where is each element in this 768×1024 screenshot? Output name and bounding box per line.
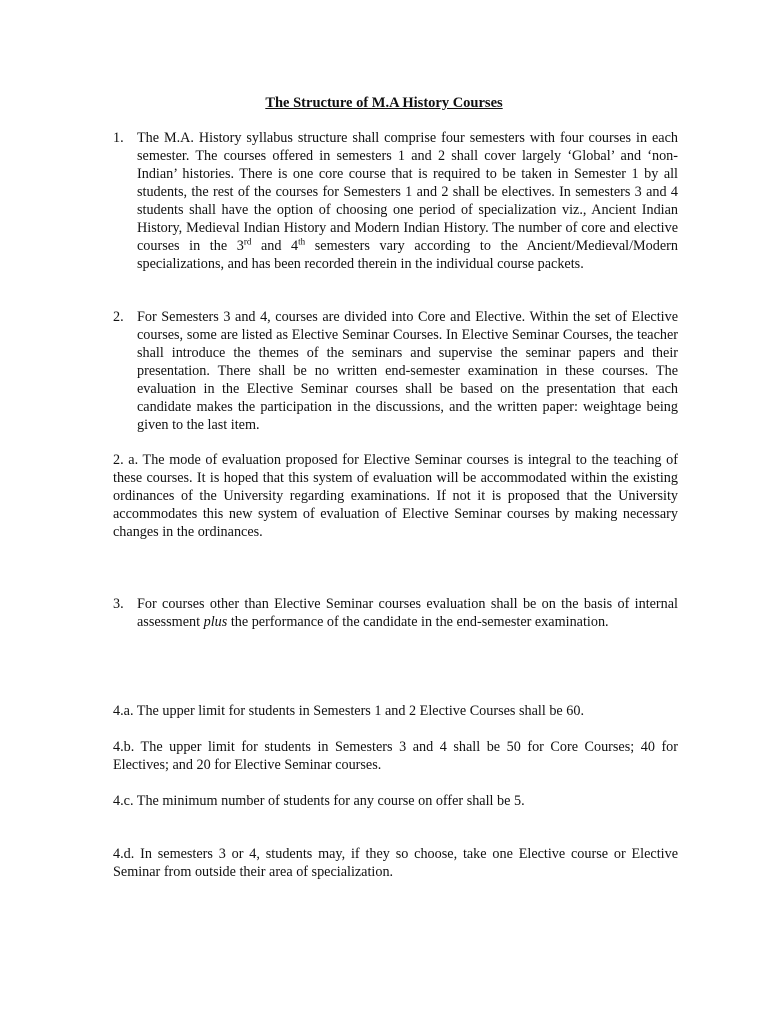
paragraph-1-text-part: semesters vary according to the Ancient/Medieval/Modern specializations, and has been recorded therein in the individual course packets. — [137, 238, 678, 272]
paragraph-4d: 4.d. In semesters 3 or 4, students may, if they so choose, take one Elective course or Elective Seminar from outside their area of specialization. — [113, 846, 678, 880]
paragraph-2-number: 2. — [113, 309, 124, 325]
paragraph-4b: 4.b. The upper limit for students in Semesters 3 and 4 shall be 50 for Core Courses; 40 for Electives; and 20 for Elective Seminar courses. — [113, 739, 678, 773]
paragraph-1 — [113, 129, 678, 273]
paragraph-2-text: For Semesters 3 and 4, courses are divided into Core and Elective. Within the set of Elective courses, some are listed as Elective Seminar Courses. In Elective Seminar Courses, the teacher shall introduce the themes of the seminars and supervise the seminar papers and their presentation. There shall be no written end-semester examination in these courses. The evaluation in the Elective Seminar courses shall be based on the presentation that each candidate makes the participation in the discussions, and the written paper: weightage being given to the last item. — [137, 309, 678, 433]
paragraph-4c: 4.c. The minimum number of students for any course on offer shall be 5. — [113, 793, 525, 809]
paragraph-1-text-part: and 4 — [251, 238, 299, 254]
ordinal-superscript: th — [298, 236, 306, 247]
paragraph-1-text-part: The M.A. History syllabus structure shall comprise four semesters with four courses in each semester. The courses offered in semesters 1 and 2 shall cover largely ‘Global’ and ‘non-Indian’ histories. There is one core course that is required to be taken in Semester 1 by all students, the rest of the courses for Semesters 1 and 2 shall be electives. In semesters 3 and 4 students shall have the option of choosing one period of specialization viz., Ancient Indian History, Medieval Indian History and Modern Indian History. The number of core and elective courses in the 3 — [137, 130, 678, 254]
paragraph-4a: 4.a. The upper limit for students in Semesters 1 and 2 Elective Courses shall be 60. — [113, 703, 584, 719]
paragraph-1-number: 1. — [113, 130, 124, 146]
paragraph-3 — [113, 595, 678, 631]
ordinal-superscript: rd — [243, 236, 252, 247]
paragraph-2a: 2. a. The mode of evaluation proposed for Elective Seminar courses is integral to the teaching of these courses. It is hoped that this system of evaluation will be accommodated within the existing ordinances of the University regarding examinations. If not it is proposed that the University accommodates this new system of evaluation of Elective Seminar courses by making necessary changes in the ordinances. — [113, 452, 678, 540]
paragraph-3-text-part: the performance of the candidate in the end-semester examination. — [227, 614, 609, 630]
document-title: The Structure of M.A History Courses — [265, 95, 503, 111]
paragraph-1-text — [137, 129, 678, 273]
paragraph-3-text-part: For courses other than Elective Seminar courses evaluation shall be on the basis of internal assessment — [137, 596, 678, 630]
emphasis-text: plus — [203, 614, 228, 630]
paragraph-2 — [113, 308, 678, 434]
paragraph-3-number: 3. — [113, 596, 124, 612]
paragraph-3-text — [137, 595, 678, 631]
